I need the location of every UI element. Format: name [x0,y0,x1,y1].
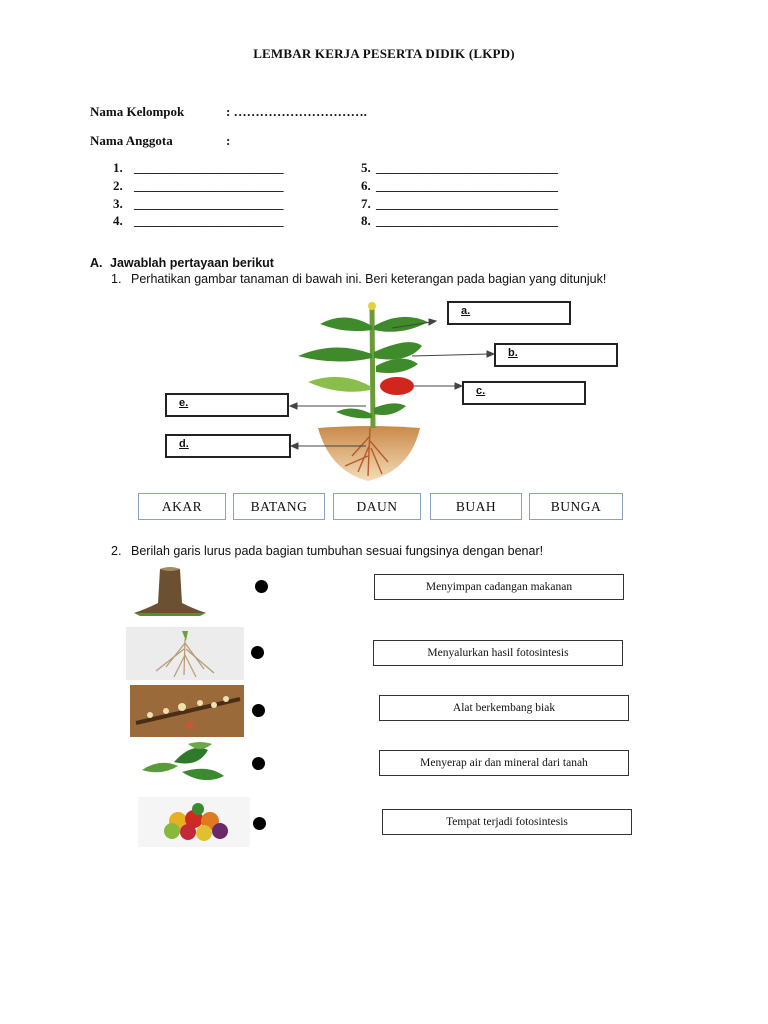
match-dot-3[interactable] [252,704,265,717]
branch-blossom-image [130,685,244,737]
function-box-3[interactable]: Alat berkembang biak [379,695,629,721]
member-line-3[interactable]: _______________________ [134,196,284,211]
function-box-2[interactable]: Menyalurkan hasil fotosintesis [373,640,623,666]
word-buah[interactable]: BUAH [430,493,522,520]
members-label: Nama Anggota [90,133,173,148]
member-line-2[interactable]: _______________________ [134,178,284,193]
match-dot-4[interactable] [252,757,265,770]
member-line-8[interactable]: ____________________________ [376,213,558,228]
label-box-e[interactable] [165,393,289,417]
leaves [298,317,428,419]
flower [368,302,376,310]
fruits-image [138,797,250,847]
match-dot-1[interactable] [255,580,268,593]
member-line-5[interactable]: ____________________________ [376,160,558,175]
label-box-b[interactable] [494,343,618,367]
member-num-8: 8. [361,213,371,228]
member-num-7: 7. [361,196,371,211]
label-d: d. [179,438,189,450]
roots-image [126,627,244,680]
label-box-d[interactable] [165,434,291,458]
member-num-6: 6. [361,178,371,193]
label-a: a. [461,305,471,317]
label-c: c. [476,385,486,397]
stem [372,306,373,428]
member-line-1[interactable]: _______________________ [134,160,284,175]
label-e: e. [179,397,189,409]
question-1-text: Perhatikan gambar tanaman di bawah ini. Beri keterangan pada bagian yang ditunjuk! [131,272,607,286]
label-box-a[interactable] [447,301,571,325]
tree-stump-image [130,563,210,617]
function-box-4[interactable]: Menyerap air dan mineral dari tanah [379,750,629,776]
members-colon: : [226,133,231,148]
member-line-6[interactable]: ____________________________ [376,178,558,193]
match-dot-2[interactable] [251,646,264,659]
word-batang[interactable]: BATANG [233,493,325,520]
member-num-5: 5. [361,160,371,175]
word-akar[interactable]: AKAR [138,493,226,520]
group-name-label: Nama Kelompok [90,104,185,119]
match-dot-5[interactable] [253,817,266,830]
function-box-5[interactable]: Tempat terjadi fotosintesis [382,809,632,835]
member-num-3: 3. [113,196,123,211]
section-letter: A. [90,256,103,270]
word-bunga[interactable]: BUNGA [529,493,623,520]
question-2-number: 2. [111,544,122,558]
worksheet-title: LEMBAR KERJA PESERTA DIDIK (LKPD) [253,46,515,61]
label-box-c[interactable] [462,381,586,405]
question-2-text: Berilah garis lurus pada bagian tumbuhan sesuai fungsinya dengan benar! [131,544,544,558]
section-heading: Jawablah pertayaan berikut [110,256,274,270]
member-line-4[interactable]: _______________________ [134,213,284,228]
group-name-value[interactable]: : …………………………. [226,104,367,119]
label-b: b. [508,347,518,359]
member-line-7[interactable]: ____________________________ [376,196,558,211]
member-num-2: 2. [113,178,123,193]
word-daun[interactable]: DAUN [333,493,421,520]
leaves-image [138,740,228,790]
member-num-1: 1. [113,160,123,175]
member-num-4: 4. [113,213,123,228]
tomato-fruit [380,377,414,395]
function-box-1[interactable]: Menyimpan cadangan makanan [374,574,624,600]
question-1-number: 1. [111,272,122,286]
